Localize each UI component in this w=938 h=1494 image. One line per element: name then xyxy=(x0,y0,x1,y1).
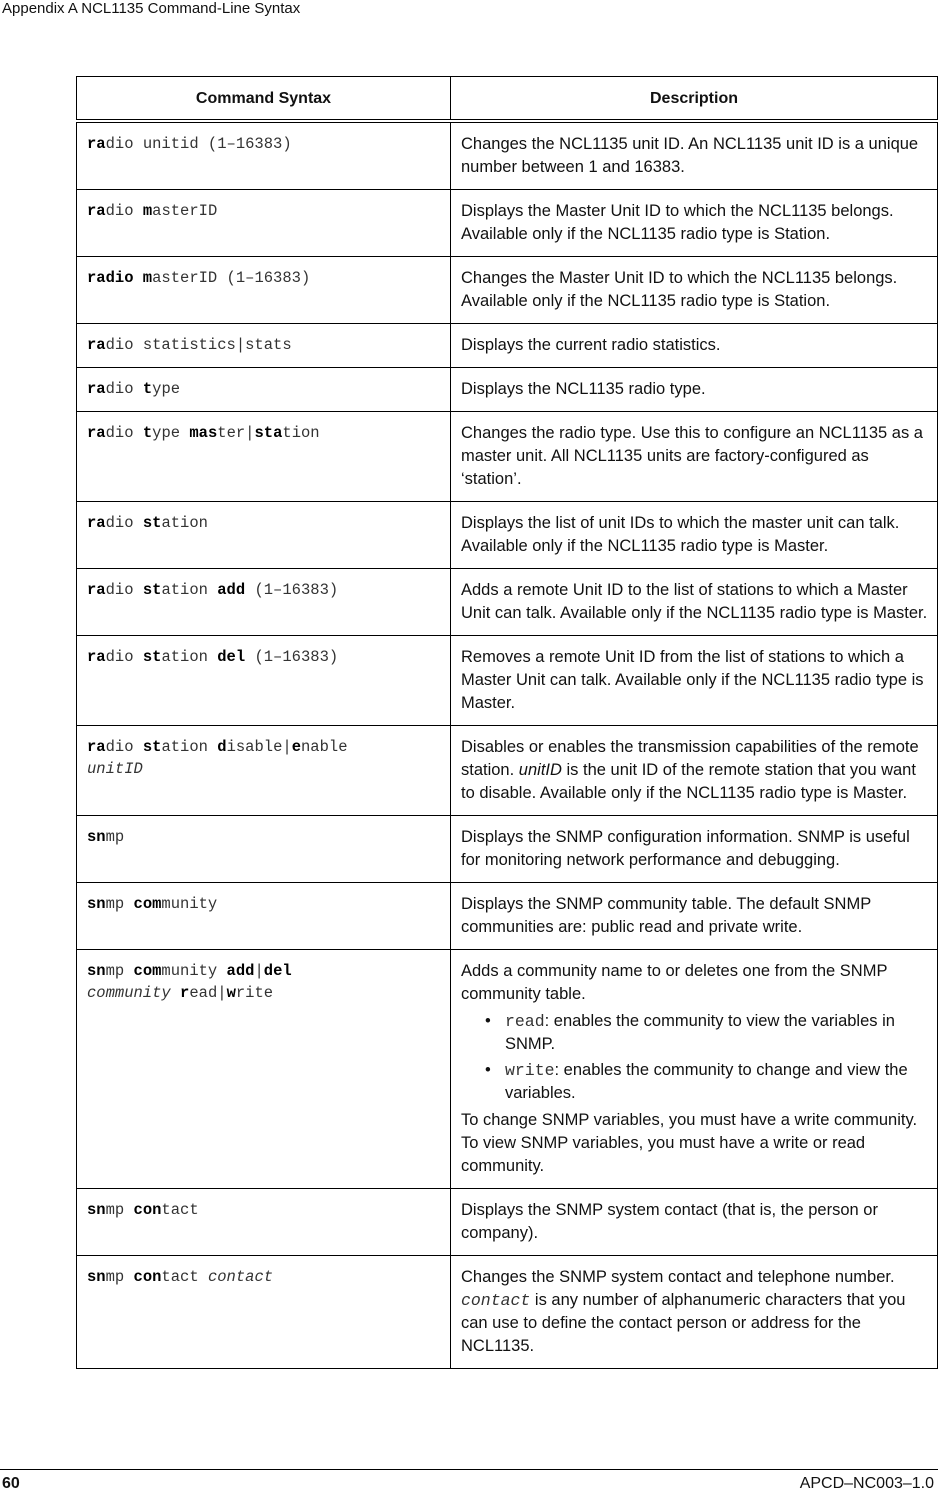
syntax-keyword: st xyxy=(142,514,162,532)
table-row xyxy=(77,950,938,1189)
syntax-keyword: add xyxy=(217,581,246,599)
syntax-text: mp xyxy=(105,962,134,980)
syntax-text: ation xyxy=(161,738,218,756)
table-row xyxy=(77,1256,938,1369)
command-syntax xyxy=(77,1256,451,1369)
syntax-text: mp xyxy=(105,895,134,913)
syntax-text: ype xyxy=(152,380,181,398)
command-syntax xyxy=(77,412,451,502)
syntax-text: tion xyxy=(282,424,320,442)
bullet-list xyxy=(461,1010,929,1105)
syntax-text: (1–16383) xyxy=(245,648,339,666)
syntax-keyword: m xyxy=(142,202,153,220)
table-row xyxy=(77,257,938,324)
syntax-keyword: ra xyxy=(87,380,106,398)
table-row xyxy=(77,1189,938,1256)
syntax-keyword: com xyxy=(133,895,162,913)
command-syntax xyxy=(77,950,451,1189)
syntax-text: asterID xyxy=(152,202,218,220)
description-code: contact xyxy=(461,1291,531,1310)
command-description: Adds a remote Unit ID to the list of stations to which a Master Unit can talk. Available only if the NCL1135 radio type is Master. xyxy=(451,569,938,636)
description-code: read xyxy=(505,1012,545,1031)
command-syntax xyxy=(77,726,451,816)
command-syntax xyxy=(77,324,451,368)
syntax-text: ation xyxy=(161,648,218,666)
list-item: • read: enables the community to view the variables in SNMP. xyxy=(485,1012,895,1053)
description-outro: To change SNMP variables, you must have a write community. To view SNMP variables, you must have a write or read community. xyxy=(461,1111,918,1175)
command-description: Displays the list of unit IDs to which the master unit can talk. Available only if the NCL1135 radio type is Master. xyxy=(451,502,938,569)
table-row xyxy=(77,816,938,883)
syntax-argument: unitID xyxy=(87,760,143,778)
syntax-keyword: r xyxy=(180,984,190,1002)
syntax-argument: community xyxy=(87,984,171,1002)
command-description: Displays the current radio statistics. xyxy=(451,324,938,368)
command-description xyxy=(451,950,938,1189)
syntax-keyword: radio m xyxy=(87,269,153,287)
syntax-keyword: ra xyxy=(87,202,106,220)
command-description: Changes the SNMP system contact and telephone number. contact is any number of alphanumeric characters that you can use to define the contact person or address for the NCL1135. xyxy=(451,1256,938,1369)
command-description: Displays the SNMP system contact (that is, the person or company). xyxy=(451,1189,938,1256)
command-description: Removes a remote Unit ID from the list of stations to which a Master Unit can talk. Available only if the NCL1135 radio type is Master. xyxy=(451,636,938,726)
table-row xyxy=(77,883,938,950)
syntax-text: nable xyxy=(301,738,348,756)
table-row xyxy=(77,502,938,569)
description-code: write xyxy=(505,1061,555,1080)
syntax-text: ead| xyxy=(189,984,227,1002)
syntax-keyword: del xyxy=(263,962,292,980)
table-row xyxy=(77,412,938,502)
syntax-argument: contact xyxy=(207,1268,274,1286)
syntax-text: mp xyxy=(105,1268,134,1286)
command-description: Displays the SNMP community table. The default SNMP communities are: public read and private write. xyxy=(451,883,938,950)
syntax-text: dio xyxy=(105,380,143,398)
syntax-keyword: ra xyxy=(87,424,106,442)
table-row xyxy=(77,190,938,257)
command-description: Changes the radio type. Use this to configure an NCL1135 as a master unit. All NCL1135 units are factory-configured as ‘station’. xyxy=(451,412,938,502)
syntax-text: dio xyxy=(105,648,143,666)
syntax-keyword: ra xyxy=(87,135,106,153)
command-description: Displays the NCL1135 radio type. xyxy=(451,368,938,412)
command-syntax xyxy=(77,816,451,883)
table-row xyxy=(77,726,938,816)
running-head: Appendix A NCL1135 Command-Line Syntax xyxy=(2,0,301,17)
syntax-keyword: sta xyxy=(254,424,283,442)
syntax-text: dio statistics|stats xyxy=(105,336,292,354)
syntax-keyword: sn xyxy=(87,962,106,980)
command-syntax xyxy=(77,190,451,257)
list-item: • write: enables the community to change and view the variables. xyxy=(485,1061,908,1102)
command-syntax xyxy=(77,883,451,950)
syntax-keyword: ra xyxy=(87,514,106,532)
command-description: Changes the NCL1135 unit ID. An NCL1135 unit ID is a unique number between 1 and 16383. xyxy=(451,121,938,190)
syntax-text: tact xyxy=(161,1201,199,1219)
syntax-text: dio xyxy=(105,202,143,220)
syntax-keyword: sn xyxy=(87,828,106,846)
syntax-keyword: con xyxy=(133,1201,162,1219)
table-row xyxy=(77,121,938,190)
syntax-text: tact xyxy=(161,1268,208,1286)
syntax-text: munity xyxy=(161,962,227,980)
syntax-keyword: st xyxy=(142,738,162,756)
description-intro: Adds a community name to or deletes one from the SNMP community table. xyxy=(461,962,888,1003)
syntax-keyword: add xyxy=(226,962,255,980)
command-syntax xyxy=(77,636,451,726)
syntax-keyword: d xyxy=(217,738,227,756)
syntax-text: asterID (1–16383) xyxy=(152,269,311,287)
syntax-text: (1–16383) xyxy=(245,581,339,599)
syntax-keyword: con xyxy=(133,1268,162,1286)
footer-rule xyxy=(0,1469,938,1470)
bullet-icon: • xyxy=(485,1061,491,1079)
syntax-text: munity xyxy=(161,895,218,913)
syntax-keyword: com xyxy=(133,962,162,980)
command-description: Displays the Master Unit ID to which the NCL1135 belongs. Available only if the NCL1135 radio type is Station. xyxy=(451,190,938,257)
syntax-text xyxy=(171,984,180,1002)
syntax-keyword: w xyxy=(226,984,236,1002)
command-description: Disables or enables the transmission capabilities of the remote station. unitID is the unit ID of the remote station that you want to disable. Available only if the NCL1135 radio type is Master. xyxy=(451,726,938,816)
column-header-description: Description xyxy=(451,77,938,122)
syntax-text: dio unitid (1–16383) xyxy=(105,135,292,153)
syntax-text: ation xyxy=(161,581,218,599)
table-row xyxy=(77,324,938,368)
syntax-keyword: t xyxy=(142,380,153,398)
syntax-keyword: ra xyxy=(87,581,106,599)
command-syntax xyxy=(77,502,451,569)
command-syntax xyxy=(77,257,451,324)
document-id: APCD–NC003–1.0 xyxy=(799,1475,934,1492)
command-table xyxy=(76,76,938,1369)
table-row xyxy=(77,368,938,412)
page-number: 60 xyxy=(2,1475,20,1492)
command-description: Changes the Master Unit ID to which the NCL1135 belongs. Available only if the NCL1135 radio type is Station. xyxy=(451,257,938,324)
syntax-text: mp xyxy=(105,828,125,846)
syntax-text: ype xyxy=(152,424,190,442)
table-header-row xyxy=(77,77,938,122)
syntax-keyword: t xyxy=(142,424,153,442)
syntax-keyword: ra xyxy=(87,648,106,666)
syntax-keyword: del xyxy=(217,648,246,666)
command-syntax xyxy=(77,121,451,190)
syntax-keyword: st xyxy=(142,648,162,666)
syntax-keyword: sn xyxy=(87,1268,106,1286)
description-argument: unitID xyxy=(518,761,562,779)
syntax-text: ter| xyxy=(217,424,255,442)
syntax-keyword: ra xyxy=(87,738,106,756)
table-row xyxy=(77,636,938,726)
syntax-keyword: ra xyxy=(87,336,106,354)
syntax-keyword: sn xyxy=(87,895,106,913)
syntax-text: mp xyxy=(105,1201,134,1219)
command-description: Displays the SNMP configuration information. SNMP is useful for monitoring network performance and debugging. xyxy=(451,816,938,883)
syntax-keyword: mas xyxy=(189,424,218,442)
table-row xyxy=(77,569,938,636)
command-syntax xyxy=(77,569,451,636)
syntax-text: ation xyxy=(161,514,208,532)
syntax-keyword: e xyxy=(291,738,301,756)
syntax-text: dio xyxy=(105,424,143,442)
command-syntax xyxy=(77,1189,451,1256)
syntax-text: dio xyxy=(105,738,143,756)
syntax-text: rite xyxy=(235,984,274,1002)
syntax-text: dio xyxy=(105,581,143,599)
syntax-keyword: sn xyxy=(87,1201,106,1219)
syntax-text: dio xyxy=(105,514,143,532)
bullet-icon: • xyxy=(485,1012,491,1030)
command-syntax xyxy=(77,368,451,412)
syntax-text: | xyxy=(254,962,264,980)
syntax-keyword: st xyxy=(142,581,162,599)
column-header-syntax: Command Syntax xyxy=(77,77,451,122)
syntax-text: isable| xyxy=(226,738,292,756)
